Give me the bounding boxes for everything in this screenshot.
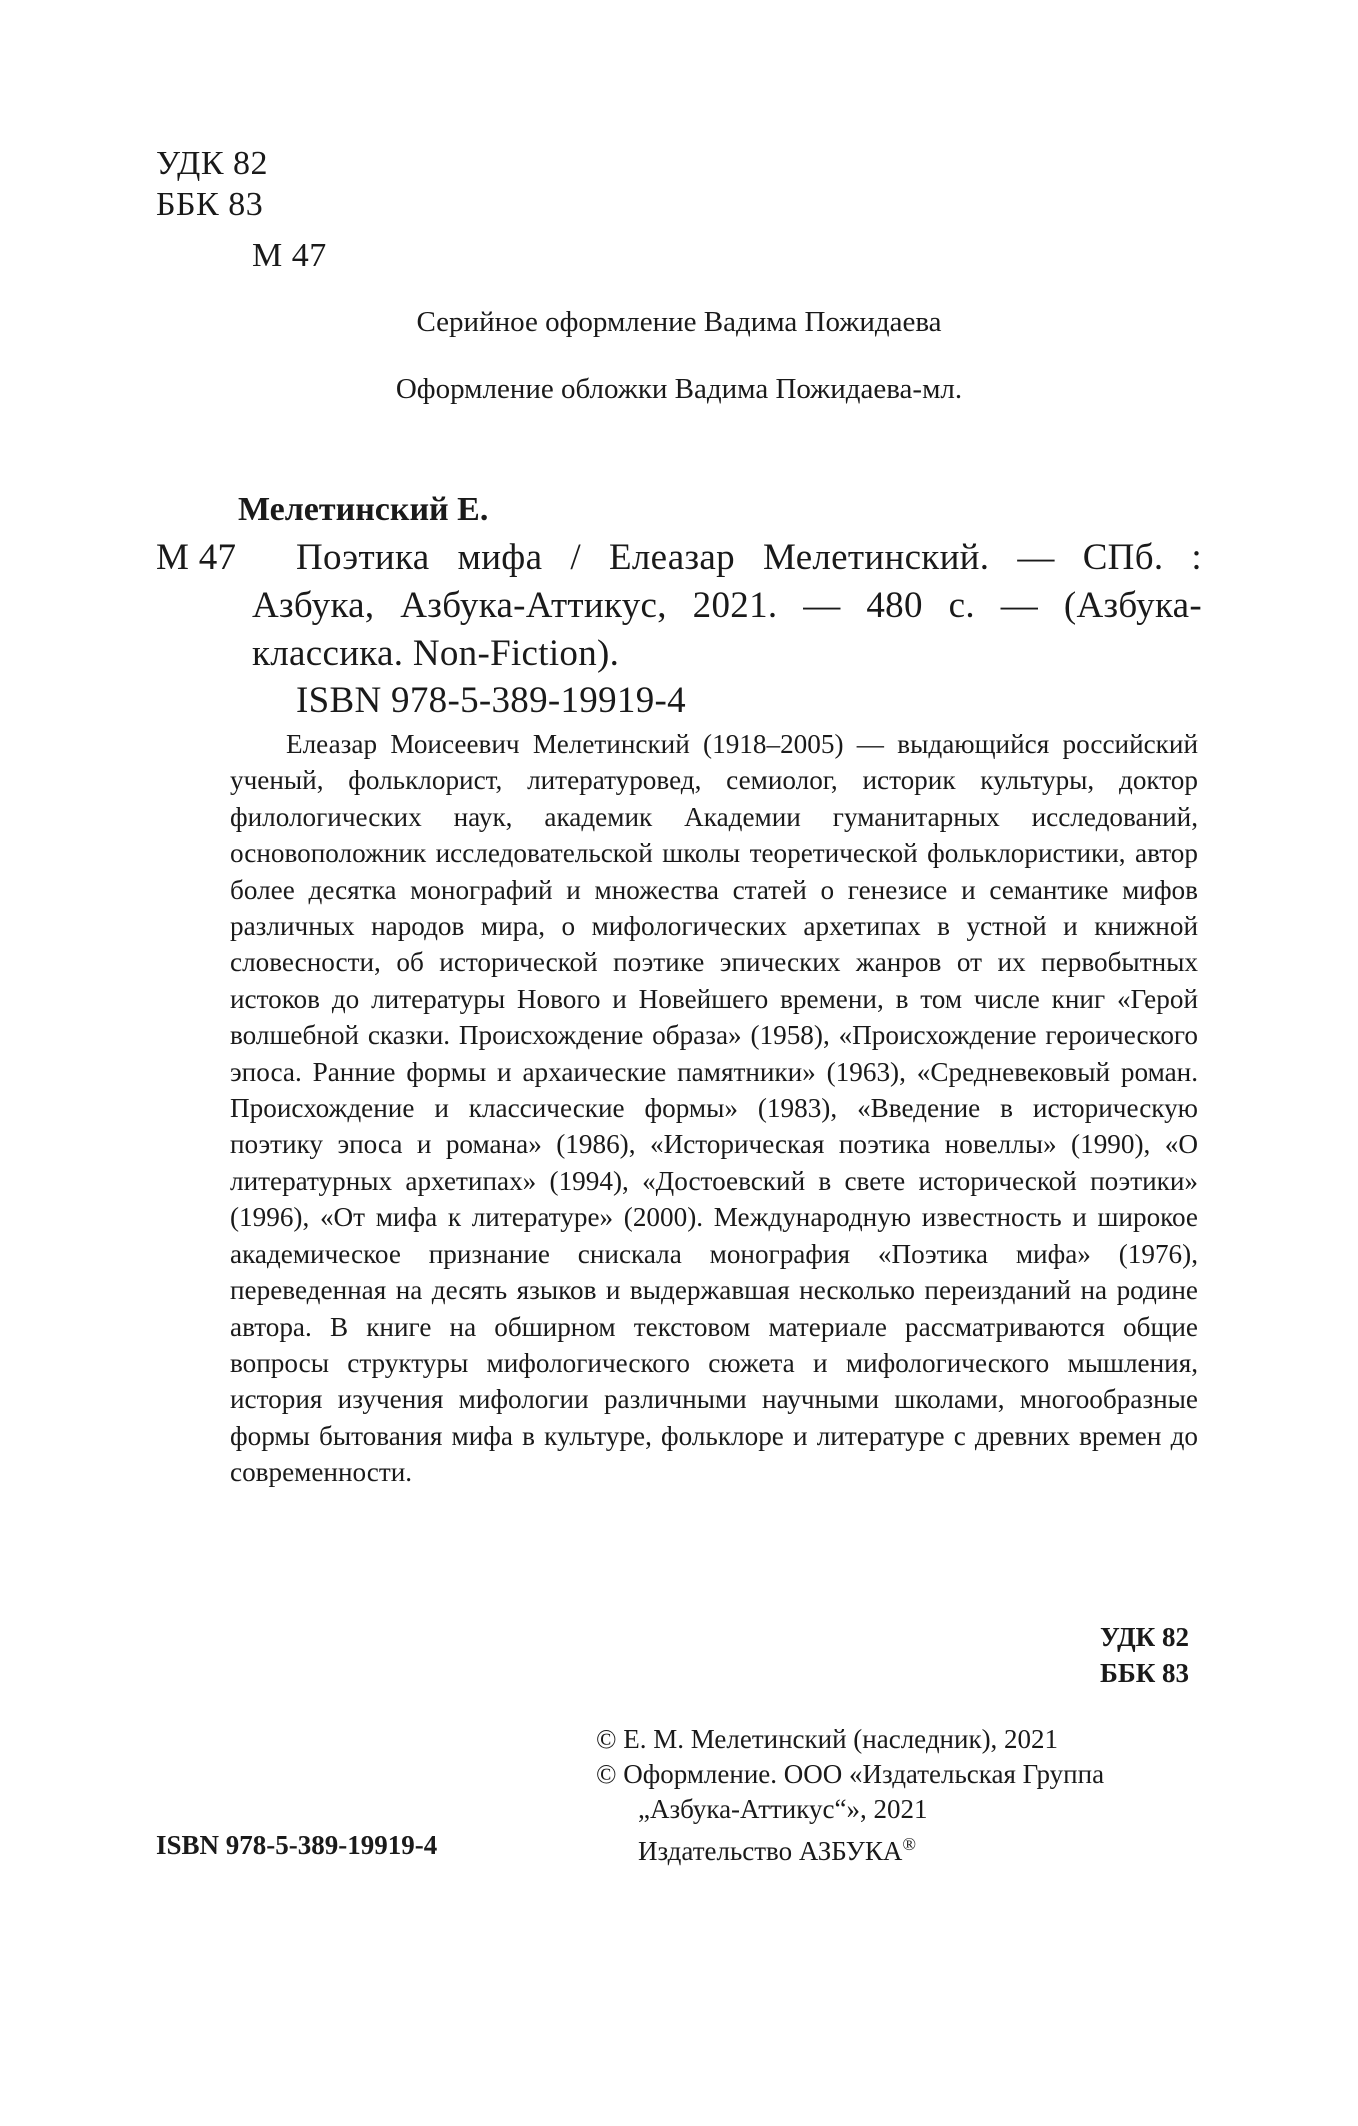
annotation-text: Елеазар Моисеевич Мелетинский (1918–2005) — выдающийся российский ученый, фольклорист, литературовед, семиолог, историк культуры, доктор филологических наук, академик Академии гуманитарных исследований, основоположник исследовательской школы теоретической фольклористики, автор более десятка монографий и множества статей о генезисе и семантике мифов различных народов мира, о мифологических архетипах в устной и книжной словесности, об исторической поэтике эпических жанров от их первобытных истоков до литературы Нового и Новейшего времени, в том числе книг «Герой волшебной сказки. Происхождение образа» (1958), «Происхождение героического эпоса. Ранние формы и архаические памятники» (1963), «Средневековый роман. Происхождение и классические формы» (1983), «Введение в историческую поэтику эпоса и романа» (1986), «Историческая поэтика новеллы» (1990), «О литературных архетипах» (1994), «Достоевский в свете исторической поэтики» (1996), «От мифа к литературе» (2000). Международную известность и широкое академическое признание снискала монография «Поэтика мифа» (1976), переведенная на десять языков и выдержавшая несколько переизданий на родине автора. В книге на обширном текстовом материале рассматриваются общие вопросы структуры мифологического сюжета и мифологического мышления, история изучения мифологии различными научными школами, многообразные формы бытования мифа в культуре, фольклоре и литературе с древних времен до современности. (230, 729, 1198, 1488)
card-isbn: ISBN 978-5-389-19919-4 (296, 680, 686, 721)
udk-code-top: УДК 82 (156, 145, 269, 182)
card-publisher-line: Азбука, Азбука-Аттикус, 2021. — 480 с. — (Азбука- (252, 585, 1202, 626)
copyright-design-continued: „Азбука-Аттикус“», 2021 (638, 1794, 928, 1824)
card-author: Мелетинский Е. (238, 491, 489, 528)
card-title-line: Поэтика мифа / Елеазар Мелетинский. — СПб. : (296, 537, 1202, 578)
author-mark-top: М 47 (252, 237, 327, 274)
publisher-label: Издательство АЗБУКА (638, 1836, 903, 1866)
registered-mark: ® (902, 1834, 917, 1854)
series-design-credit: Серийное оформление Вадима Пожидаева (416, 306, 942, 338)
isbn-bottom: ISBN 978-5-389-19919-4 (156, 1830, 438, 1860)
annotation (230, 726, 1198, 1491)
bbk-code-bottom: ББК 83 (1100, 1658, 1190, 1688)
cover-design-credit: Оформление обложки Вадима Пожидаева-мл. (395, 373, 963, 405)
card-author-mark: М 47 (156, 537, 237, 578)
bbk-code-top: ББК 83 (156, 186, 264, 223)
udk-code-bottom: УДК 82 (1100, 1622, 1189, 1652)
copyright-design: © Оформление. ООО «Издательская Группа (596, 1759, 1105, 1789)
publisher-name (638, 1827, 916, 1868)
card-series-line: классика. Non-Fiction). (252, 633, 620, 674)
copyright-author: © Е. М. Мелетинский (наследник), 2021 (596, 1724, 1059, 1754)
